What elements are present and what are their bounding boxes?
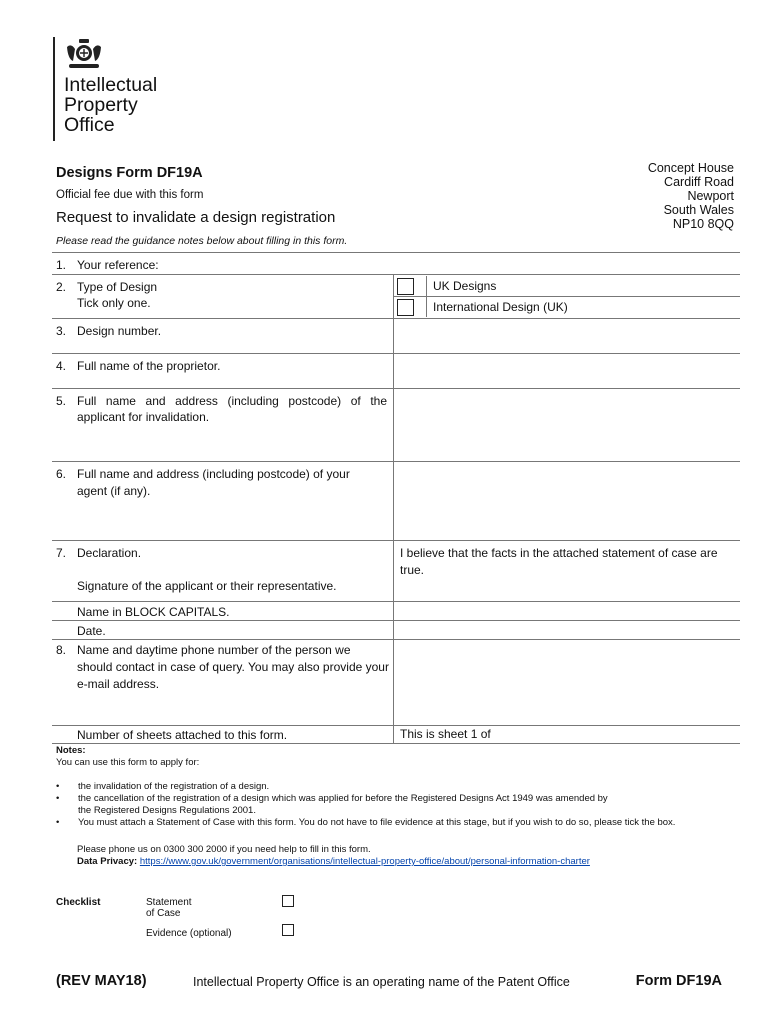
address-line: Concept House (647, 161, 734, 175)
international-design-label: International Design (UK) (426, 297, 568, 317)
design-number-field[interactable] (393, 319, 740, 353)
contact-label: Name and daytime phone number of the person we should contact in case of query. You may also provide your e-mail address. (77, 643, 389, 691)
data-privacy-label: Data Privacy: (77, 856, 138, 867)
org-line-1: Intellectual (64, 74, 158, 96)
sheet-count-text: This is sheet 1 of (400, 727, 491, 741)
signature-field[interactable] (393, 541, 740, 601)
row-design-number (52, 319, 740, 354)
row-proprietor (52, 354, 740, 389)
row-contact (52, 640, 740, 726)
footer-note: Intellectual Property Office is an operating name of the Patent Office (193, 975, 570, 989)
row-reference[interactable] (52, 252, 740, 275)
org-logo-text (64, 75, 157, 135)
proprietor-field[interactable] (393, 354, 740, 388)
question-number: 3. (56, 324, 67, 338)
uk-designs-checkbox[interactable] (397, 278, 414, 295)
guidance-text: Please read the guidance notes below about filling in this form. (56, 235, 348, 247)
help-phone-text: Please phone us on 0300 300 2000 if you need help to fill in this form. (77, 844, 371, 855)
date-field[interactable] (393, 621, 740, 639)
uk-designs-label: UK Designs (426, 276, 496, 296)
data-privacy-line (56, 856, 746, 868)
agent-label: Full name and address (including postcode) of your agent (if any). (77, 467, 350, 498)
bullet-text: the cancellation of the registration of a design which was applied for before the Registered Designs Act 1949 was amended by the Registered Designs Regulations 2001. (78, 793, 608, 816)
row-agent (52, 462, 740, 541)
row-name-capitals (52, 602, 740, 621)
notes-section (56, 745, 746, 868)
sheets-label: Number of sheets attached to this form. (77, 728, 288, 742)
question-number: 4. (56, 359, 67, 373)
form-id-footer: Form DF19A (635, 973, 722, 989)
evidence-label: Evidence (optional) (146, 928, 232, 939)
royal-crest-icon (63, 37, 105, 71)
row-date (52, 621, 740, 640)
agent-field[interactable] (393, 462, 740, 540)
question-number: 7. (56, 546, 67, 560)
form-table (52, 252, 740, 744)
applicant-field[interactable] (393, 389, 740, 461)
signature-label: Signature of the applicant or their representative. (77, 579, 337, 593)
notes-bullet (56, 793, 618, 817)
declaration-label: Declaration. (77, 546, 142, 560)
contact-field[interactable] (393, 640, 740, 725)
form-title: Designs Form DF19A (56, 165, 203, 181)
question-number: 8. (56, 643, 67, 657)
revision-label: (REV MAY18) (56, 973, 147, 989)
row-design-type (52, 275, 740, 319)
data-privacy-link[interactable]: https://www.gov.uk/government/organisations/intellectual-property-office/about/personal-information-charter (139, 856, 590, 867)
question-number: 6. (56, 467, 67, 481)
address-line: NP10 8QQ (672, 217, 734, 231)
question-number: 2. (56, 280, 67, 294)
bullet-text: You must attach a Statement of Case with this form. You do not have to file evidence at this stage, but if you wish to do so, please tick the box. (78, 817, 676, 828)
row-sheets (52, 726, 740, 744)
design-number-label: Design number. (77, 324, 162, 338)
notes-bullet (56, 781, 746, 793)
statement-of-case-label: Statement of Case (146, 897, 192, 919)
name-capitals-field[interactable] (393, 602, 740, 620)
checklist-label: Checklist (56, 897, 101, 908)
declaration-statement: I believe that the facts in the attached statement of case are true. (400, 546, 718, 577)
org-line-2: Property (64, 94, 138, 116)
org-line-3: Office (64, 114, 115, 136)
bullet-dot: • (56, 793, 60, 804)
evidence-checkbox[interactable] (282, 924, 294, 936)
form-subtitle: Request to invalidate a design registration (56, 209, 336, 226)
date-label: Date. (77, 624, 106, 638)
office-address (648, 161, 734, 231)
option-uk-designs[interactable] (394, 276, 740, 296)
logo-rule (53, 37, 55, 141)
design-type-hint: Tick only one. (77, 296, 151, 310)
notes-heading: Notes: (56, 745, 86, 756)
applicant-label: Full name and address (including postcode) of the applicant for invalidation. (77, 394, 387, 424)
address-line: South Wales (663, 203, 734, 217)
address-line: Newport (687, 189, 734, 203)
sheets-field[interactable] (393, 726, 740, 743)
proprietor-label: Full name of the proprietor. (77, 359, 221, 373)
fee-text: Official fee due with this form (56, 189, 204, 201)
bullet-dot: • (56, 781, 60, 792)
notes-intro: You can use this form to apply for: (56, 757, 200, 768)
notes-bullet (56, 817, 746, 829)
bullet-text: the invalidation of the registration of a design. (78, 781, 270, 792)
question-number: 1. (56, 258, 67, 272)
bullet-dot: • (56, 817, 60, 828)
row-declaration (52, 541, 740, 602)
question-number: 5. (56, 394, 67, 408)
statement-of-case-checkbox[interactable] (282, 895, 294, 907)
option-international-design[interactable] (394, 296, 740, 317)
reference-label: Your reference: (77, 258, 159, 272)
row-applicant (52, 389, 740, 462)
international-design-checkbox[interactable] (397, 299, 414, 316)
address-line: Cardiff Road (664, 175, 734, 189)
design-type-label: Type of Design (77, 280, 158, 294)
name-capitals-label: Name in BLOCK CAPITALS. (77, 605, 230, 619)
